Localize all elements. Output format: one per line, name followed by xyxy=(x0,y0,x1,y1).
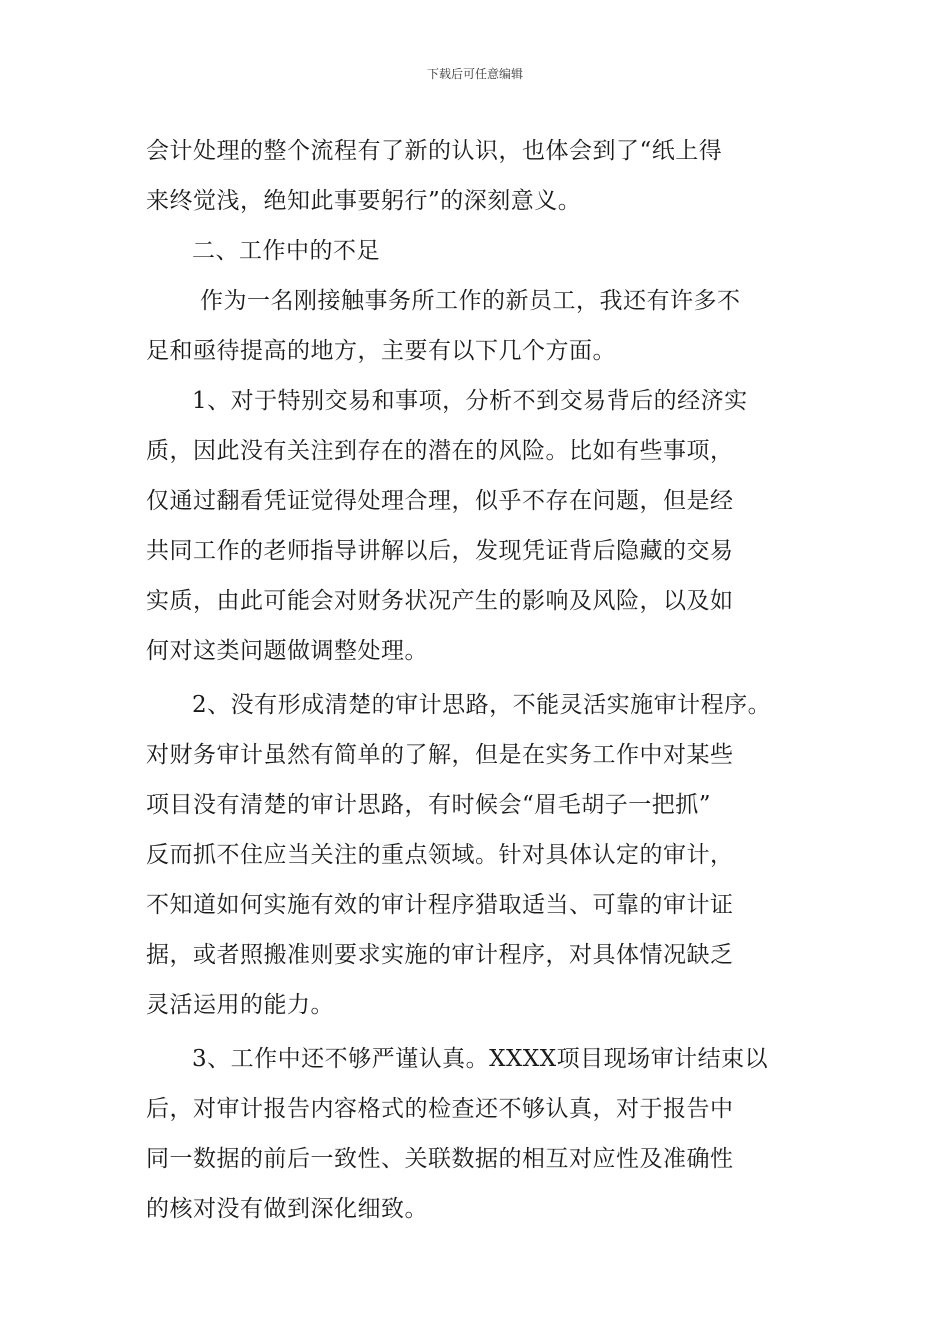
paragraph-intro xyxy=(146,276,826,376)
text-line: 的核对没有做到深化细致。 xyxy=(146,1196,428,1222)
text-line: 据，或者照搬准则要求实施的审计程序，对具体情况缺乏 xyxy=(146,942,734,968)
paragraph-item-2 xyxy=(146,680,826,1030)
paragraph-continuation xyxy=(146,126,826,226)
text-line: 3、工作中还不够严谨认真。XXXX项目现场审计结束以 xyxy=(192,1046,769,1072)
text-line: 1、对于特别交易和事项，分析不到交易背后的经济实 xyxy=(192,388,748,414)
text-line: 后，对审计报告内容格式的检查还不够认真，对于报告中 xyxy=(146,1096,734,1122)
page-header: 下载后可任意编辑 xyxy=(426,67,523,81)
text-line: 来终觉浅，绝知此事要躬行”的深刻意义。 xyxy=(146,188,582,214)
text-line: 同一数据的前后一致性、关联数据的相互对应性及准确性 xyxy=(146,1146,734,1172)
text-line: 足和亟待提高的地方，主要有以下几个方面。 xyxy=(146,338,616,364)
text-line: 作为一名刚接触事务所工作的新员工，我还有许多不 xyxy=(200,288,741,314)
section-heading: 二、工作中的不足 xyxy=(192,238,380,264)
text-line: 共同工作的老师指导讲解以后，发现凭证背后隐藏的交易 xyxy=(146,538,734,564)
text-line: 实质，由此可能会对财务状况产生的影响及风险，以及如 xyxy=(146,588,734,614)
text-line: 仅通过翻看凭证觉得处理合理，似乎不存在问题，但是经 xyxy=(146,488,734,514)
text-line: 2、没有形成清楚的审计思路，不能灵活实施审计程序。 xyxy=(192,692,772,718)
text-line: 项目没有清楚的审计思路，有时候会“眉毛胡子一把抓” xyxy=(146,792,712,818)
text-line: 对财务审计虽然有简单的了解，但是在实务工作中对某些 xyxy=(146,742,734,768)
text-line: 灵活运用的能力。 xyxy=(146,992,334,1018)
text-line: 质，因此没有关注到存在的潜在的风险。比如有些事项， xyxy=(146,438,734,464)
text-line: 不知道如何实施有效的审计程序猎取适当、可靠的审计证 xyxy=(146,892,734,918)
document-body xyxy=(146,126,826,1234)
paragraph-item-1 xyxy=(146,376,826,676)
text-line: 何对这类问题做调整处理。 xyxy=(146,638,428,664)
text-line: 反而抓不住应当关注的重点领域。针对具体认定的审计， xyxy=(146,842,734,868)
paragraph-item-3 xyxy=(146,1034,826,1234)
text-line: 会计处理的整个流程有了新的认识，也体会到了“纸上得 xyxy=(146,138,723,164)
